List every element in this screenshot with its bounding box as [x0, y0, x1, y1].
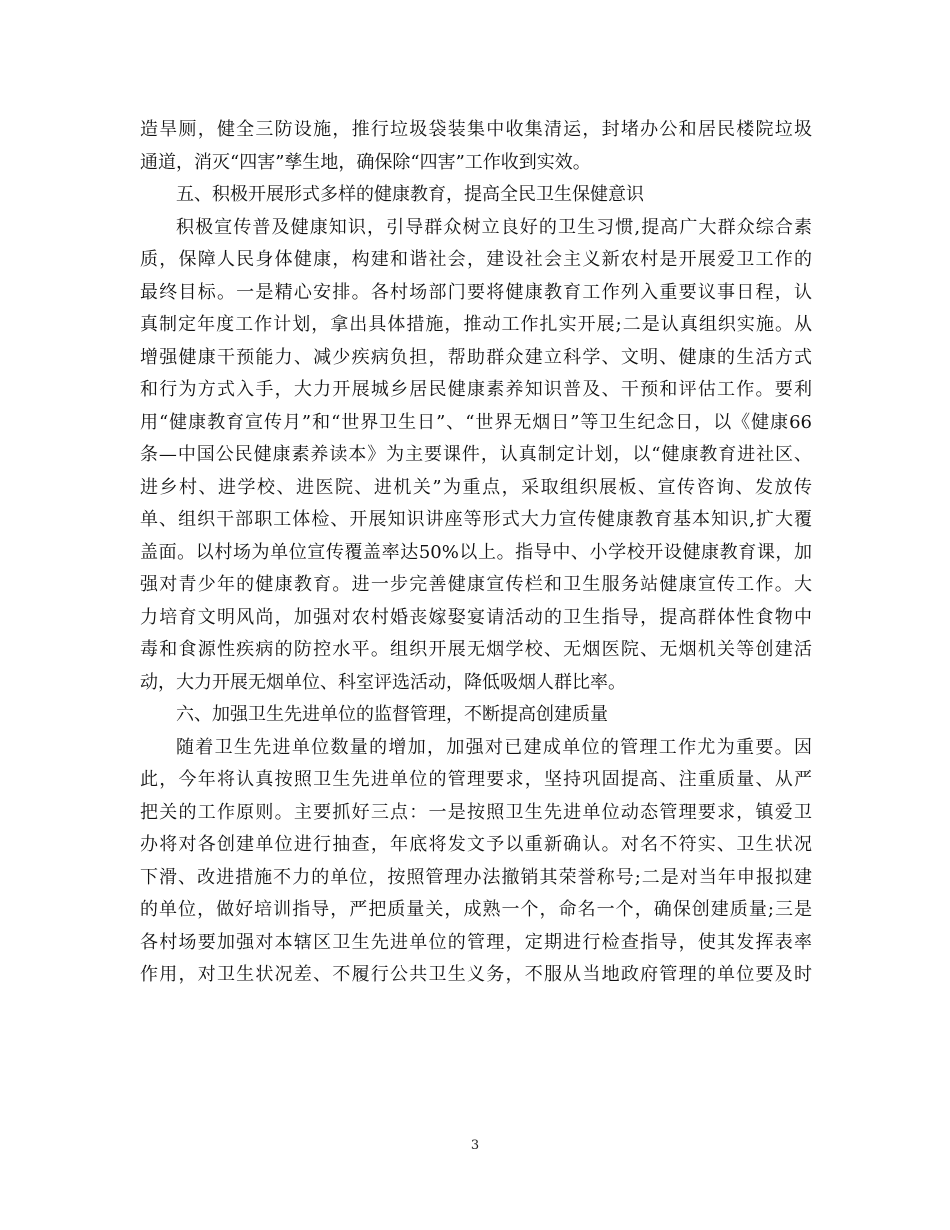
text-line-12: 进乡村、进学校、进医院、进机关”为重点，采取组织展板、宣传咨询、发放传 [140, 476, 812, 498]
text-line-8: 增强健康干预能力、减少疾病负担，帮助群众建立科学、文明、健康的生活方式 [140, 346, 812, 368]
section-heading-5: 五、积极开展形式多样的健康教育，提高全民卫生保健意识 [176, 184, 644, 205]
text-line-16: 力培育文明风尚，加强对农村婚丧嫁娶宴请活动的卫生指导，提高群体性食物中 [140, 606, 812, 628]
page-number: 3 [470, 1138, 480, 1153]
text-line-1: 造旱厕，健全三防设施，推行垃圾袋装集中收集清运，封堵办公和居民楼院垃圾 [140, 119, 812, 140]
text-line-22: 把关的工作原则。主要抓好三点：一是按照卫生先进单位动态管理要求，镇爱卫 [140, 801, 812, 823]
text-line-18: 动，大力开展无烟单位、科室评选活动，降低吸烟人群比率。 [140, 671, 626, 693]
text-line-7: 真制定年度工作计划，拿出具体措施，推动工作扎实开展;二是认真组织实施。从 [140, 314, 812, 335]
body-text [140, 114, 812, 992]
section-heading-6: 六、加强卫生先进单位的监督管理，不断提高创建质量 [176, 704, 608, 725]
text-line-2: 通道，消灭“四害”孳生地，确保除“四害”工作收到实效。 [140, 151, 591, 173]
text-line-15: 强对青少年的健康教育。进一步完善健康宣传栏和卫生服务站健康宣传工作。大 [140, 574, 812, 595]
text-line-17: 毒和食源性疾病的防控水平。组织开展无烟学校、无烟医院、无烟机关等创建活 [140, 639, 812, 660]
text-line-21: 此，今年将认真按照卫生先进单位的管理要求，坚持巩固提高、注重质量、从严 [140, 769, 812, 790]
text-line-26: 各村场要加强对本辖区卫生先进单位的管理，定期进行检查指导，使其发挥表率 [140, 931, 812, 953]
text-line-5: 质，保障人民身体健康，构建和谐社会，建设社会主义新农村是开展爱卫工作的 [140, 249, 812, 270]
text-line-14: 盖面。以村场为单位宣传覆盖率达50%以上。指导中、小学校开设健康教育课，加 [140, 541, 812, 563]
text-line-24: 下滑、改进措施不力的单位，按照管理办法撤销其荣誉称号;二是对当年申报拟建 [140, 866, 812, 888]
text-line-11: 条—中国公民健康素养读本》为主要课件，认真制定计划，以“健康教育进社区、 [140, 444, 812, 465]
text-line-25: 的单位，做好培训指导，严把质量关，成熟一个，命名一个，确保创建质量;三是 [140, 899, 812, 920]
text-line-4: 积极宣传普及健康知识，引导群众树立良好的卫生习惯,提高广大群众综合素 [176, 216, 812, 238]
text-line-13: 单、组织干部职工体检、开展知识讲座等形式大力宣传健康教育基本知识,扩大覆 [140, 509, 812, 530]
text-line-6: 最终目标。一是精心安排。各村场部门要将健康教育工作列入重要议事日程，认 [140, 281, 812, 303]
text-line-9: 和行为方式入手，大力开展城乡居民健康素养知识普及、干预和评估工作。要利 [140, 379, 812, 400]
text-line-27: 作用，对卫生状况差、不履行公共卫生义务，不服从当地政府管理的单位要及时 [140, 964, 812, 985]
text-line-23: 办将对各创建单位进行抽查，年底将发文予以重新确认。对名不符实、卫生状况 [140, 834, 812, 855]
text-line-10: 用“健康教育宣传月”和“世界卫生日”、“世界无烟日”等卫生纪念日，以《健康66 [140, 411, 812, 433]
text-line-20: 随着卫生先进单位数量的增加，加强对已建成单位的管理工作尤为重要。因 [176, 736, 812, 758]
